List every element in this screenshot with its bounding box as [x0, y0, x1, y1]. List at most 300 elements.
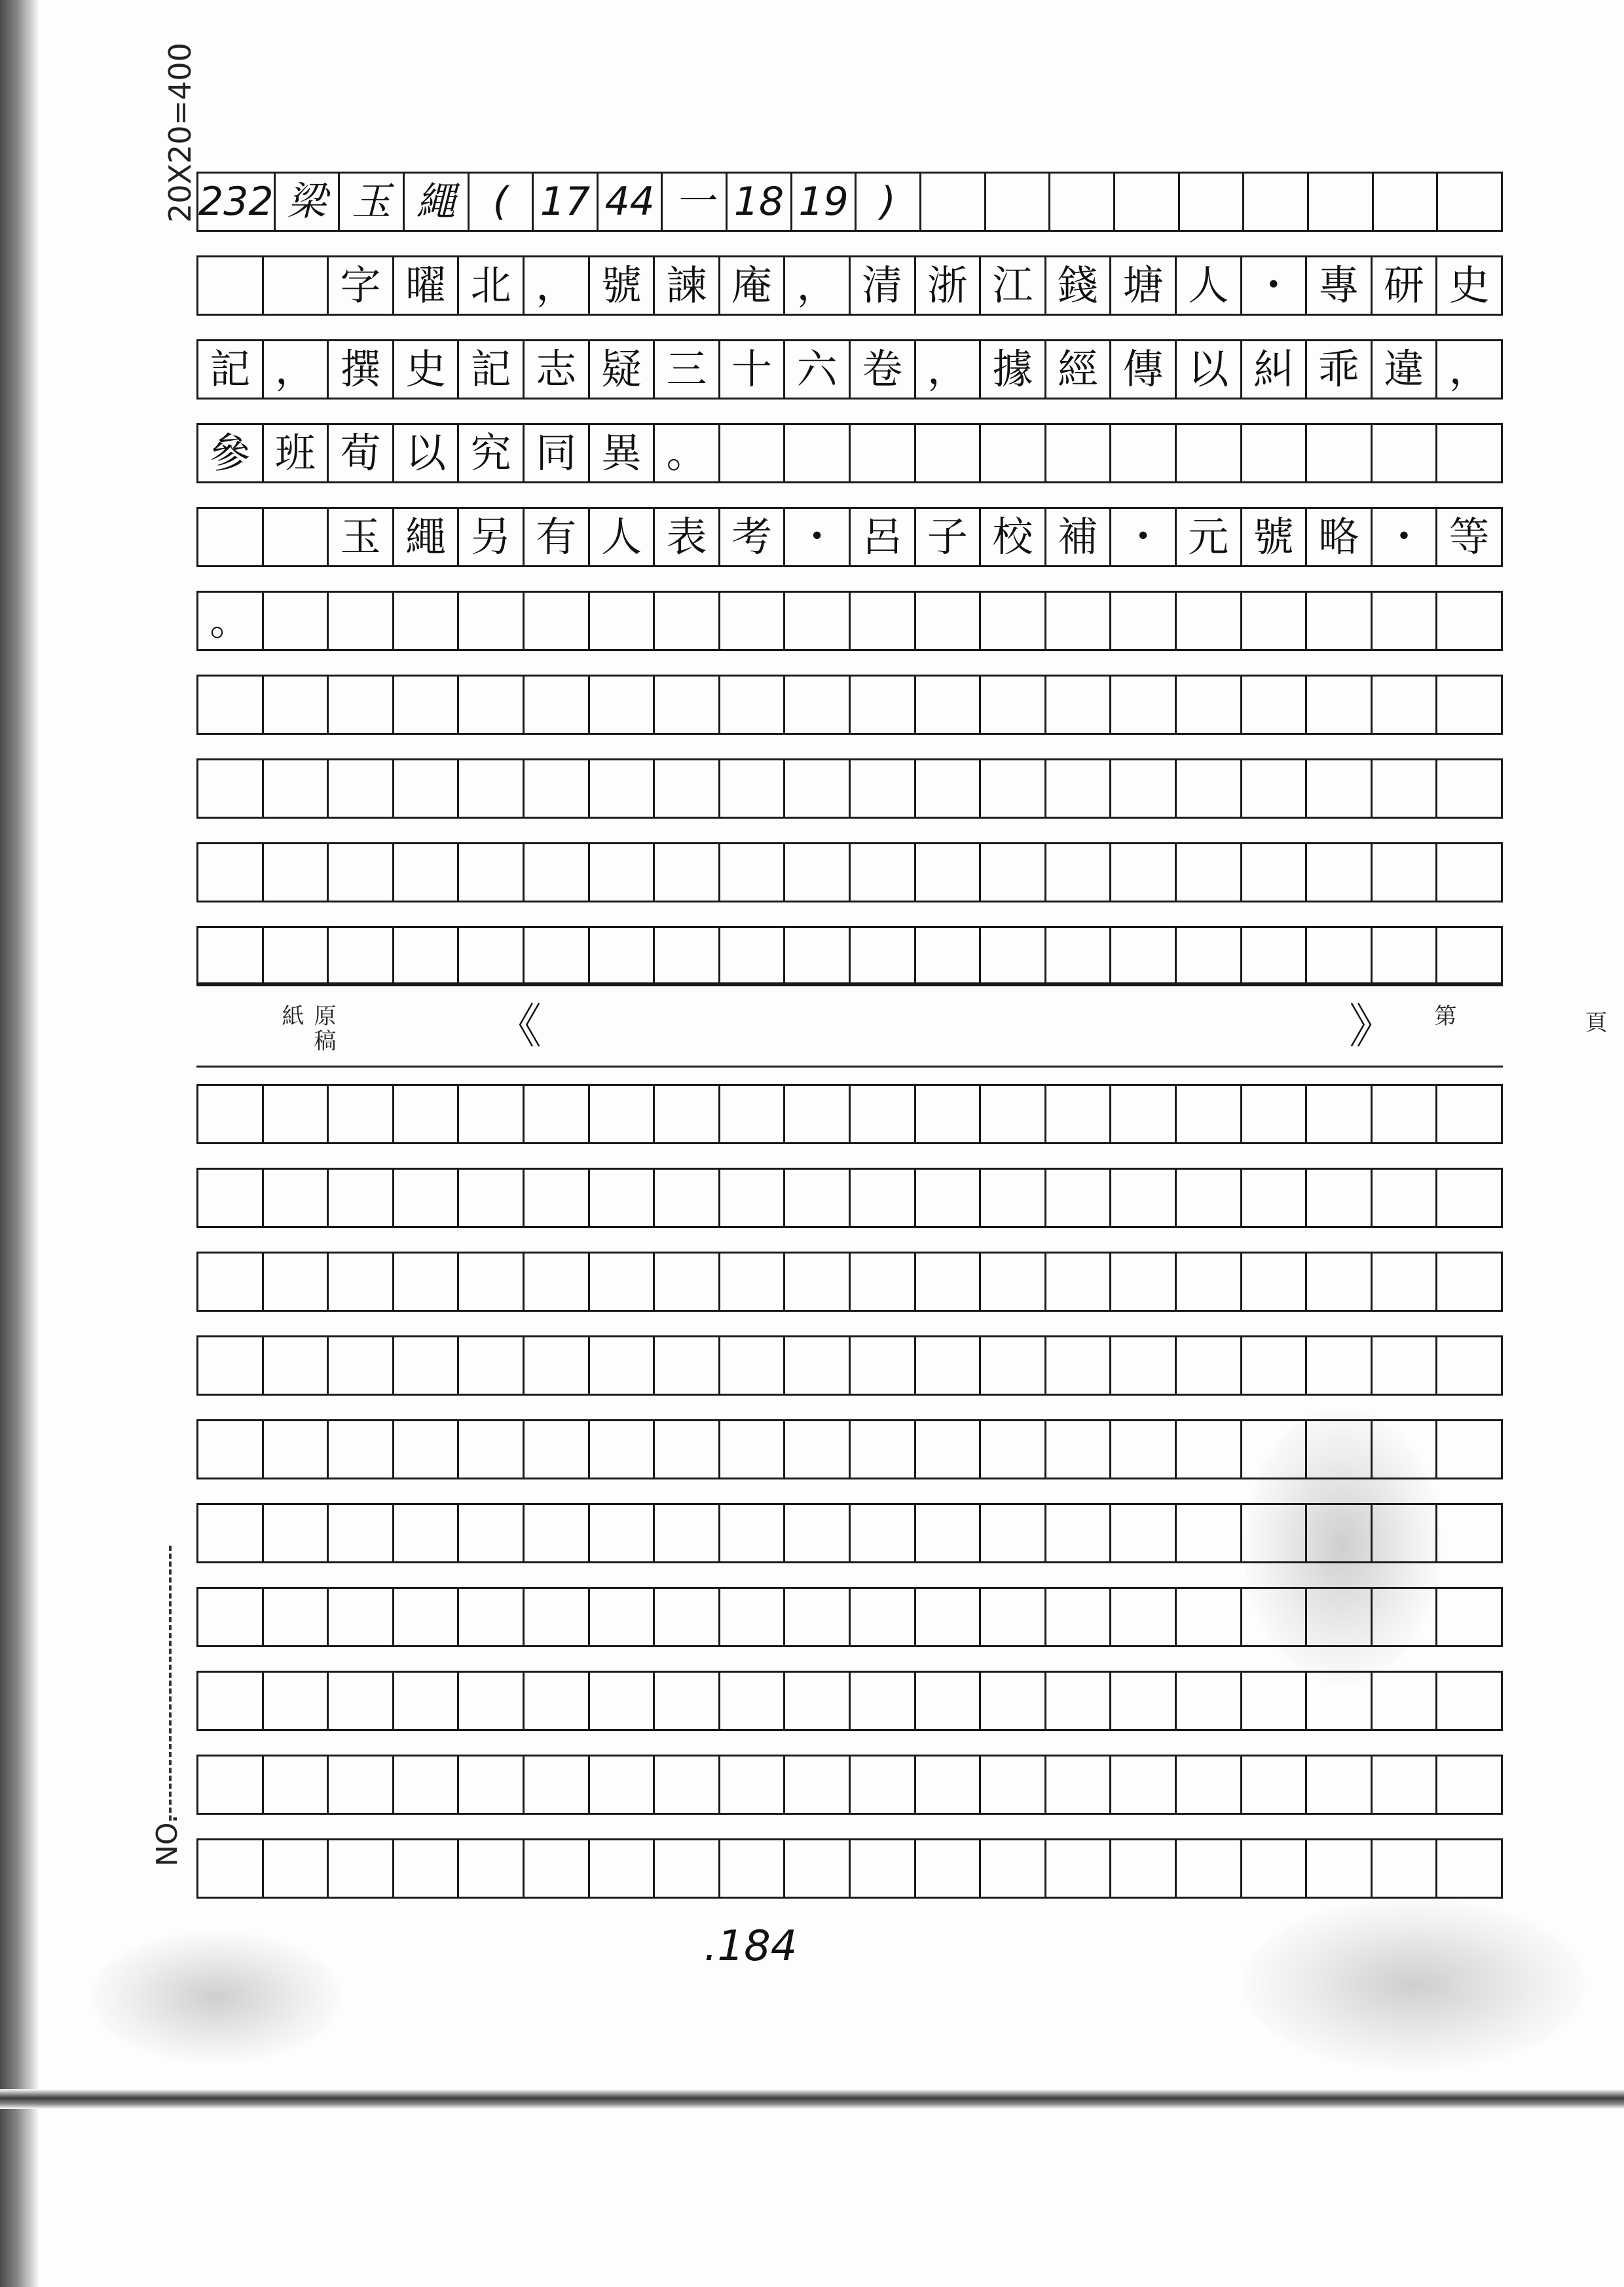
grid-row — [196, 172, 1503, 232]
grid-cell — [1109, 1505, 1175, 1561]
grid-cell: 人 — [588, 509, 654, 565]
grid-cell — [653, 1421, 718, 1478]
grid-cell — [457, 760, 523, 817]
grid-cell — [1305, 1673, 1371, 1729]
grid-cell — [783, 1589, 849, 1645]
grid-cell — [979, 1086, 1044, 1142]
grid-cell: 參 — [196, 425, 262, 481]
grid-cell — [1240, 593, 1306, 649]
grid-cell: 荀 — [327, 425, 392, 481]
grid-cell — [588, 1505, 654, 1561]
grid-cell — [783, 1170, 849, 1226]
grid-cell — [984, 174, 1049, 230]
grid-cell — [1371, 593, 1436, 649]
grid-cell — [262, 1673, 327, 1729]
grid-cell — [1435, 928, 1503, 984]
grid-cell: 呂 — [849, 509, 914, 565]
grid-cell — [1435, 1170, 1503, 1226]
grid-cell — [196, 1421, 262, 1478]
grid-cell — [1044, 1840, 1110, 1897]
grid-cell — [327, 928, 392, 984]
grid-cell — [783, 1421, 849, 1478]
grid-cell — [653, 760, 718, 817]
grid-cell — [523, 1840, 588, 1897]
grid-cell — [1240, 760, 1306, 817]
grid-cell — [919, 174, 984, 230]
grid-row — [196, 1168, 1503, 1228]
grid-cell — [914, 1337, 980, 1394]
grid-cell — [979, 1589, 1044, 1645]
grid-cell — [914, 593, 980, 649]
grid-cell — [392, 1254, 458, 1310]
grid-cell — [1305, 593, 1371, 649]
grid-cell — [718, 1254, 784, 1310]
grid-cell — [1435, 593, 1503, 649]
grid-cell: 江 — [979, 257, 1044, 314]
grid-cell: 表 — [653, 509, 718, 565]
grid-cell — [914, 1421, 980, 1478]
grid-cell — [1175, 1337, 1240, 1394]
grid-cell — [457, 593, 523, 649]
grid-cell — [262, 1337, 327, 1394]
grid-cell — [1048, 174, 1113, 230]
grid-cell — [653, 844, 718, 901]
grid-cell: 三 — [653, 341, 718, 398]
grid-cell — [1109, 593, 1175, 649]
grid-cell — [979, 1757, 1044, 1813]
grid-cell — [979, 1840, 1044, 1897]
grid-cell: 繩 — [403, 174, 468, 230]
grid-cell: 疑 — [588, 341, 654, 398]
grid-cell — [979, 1170, 1044, 1226]
grid-cell — [457, 1337, 523, 1394]
grid-cell — [392, 1505, 458, 1561]
grid-cell — [588, 1840, 654, 1897]
grid-cell — [1435, 425, 1503, 481]
grid-cell: 記 — [196, 341, 262, 398]
grid-cell — [196, 1840, 262, 1897]
grid-cell — [262, 509, 327, 565]
grid-cell — [1371, 844, 1436, 901]
grid-cell — [1109, 760, 1175, 817]
grid-cell — [1113, 174, 1178, 230]
grid-cell — [523, 1337, 588, 1394]
grid-cell — [849, 1421, 914, 1478]
grid-cell — [1175, 677, 1240, 733]
grid-cell — [327, 677, 392, 733]
paper-type-label: 原稿紙 — [278, 1004, 336, 1054]
grid-cell — [1240, 1589, 1306, 1645]
grid-cell: 研 — [1371, 257, 1436, 314]
grid-cell — [914, 1589, 980, 1645]
grid-cell — [1240, 1086, 1306, 1142]
grid-cell: ， — [783, 257, 849, 314]
grid-cell — [523, 677, 588, 733]
grid-cell: ) — [855, 174, 919, 230]
grid-cell — [1175, 1505, 1240, 1561]
grid-cell — [327, 1421, 392, 1478]
grid-cell — [457, 1589, 523, 1645]
grid-cell — [783, 1505, 849, 1561]
grid-cell — [783, 593, 849, 649]
grid-cell — [1175, 1086, 1240, 1142]
grid-row — [196, 675, 1503, 735]
grid-cell — [523, 1589, 588, 1645]
grid-row — [196, 1419, 1503, 1479]
grid-cell — [1044, 1170, 1110, 1226]
grid-cell — [718, 928, 784, 984]
grid-cell — [327, 1840, 392, 1897]
grid-cell: 曜 — [392, 257, 458, 314]
grid-cell: 史 — [1435, 257, 1503, 314]
grid-cell — [327, 844, 392, 901]
grid-cell — [1305, 677, 1371, 733]
grid-cell — [588, 1254, 654, 1310]
grid-cell: 史 — [392, 341, 458, 398]
grid-cell — [523, 1673, 588, 1729]
grid-cell — [457, 1757, 523, 1813]
grid-cell — [392, 593, 458, 649]
grid-cell: 以 — [392, 425, 458, 481]
grid-cell — [849, 1505, 914, 1561]
grid-cell — [849, 1840, 914, 1897]
grid-cell — [1435, 844, 1503, 901]
grid-cell: 乖 — [1305, 341, 1371, 398]
grid-cell: ， — [914, 341, 980, 398]
grid-cell — [523, 844, 588, 901]
grid-cell — [653, 1673, 718, 1729]
grid-cell — [262, 677, 327, 733]
grid-cell — [392, 1170, 458, 1226]
grid-cell: 塘 — [1109, 257, 1175, 314]
grid-cell — [914, 425, 980, 481]
grid-cell — [196, 1589, 262, 1645]
grid-cell: 以 — [1175, 341, 1240, 398]
grid-cell: 子 — [914, 509, 980, 565]
grid-cell: 專 — [1305, 257, 1371, 314]
page-label-suffix: 頁 — [1581, 1011, 1607, 1035]
grid-cell — [196, 1505, 262, 1561]
grid-cell — [1044, 760, 1110, 817]
grid-cell — [588, 1421, 654, 1478]
grid-cell: 糾 — [1240, 341, 1306, 398]
grid-cell — [1044, 1505, 1110, 1561]
grid-cell: 繩 — [392, 509, 458, 565]
grid-cell — [523, 1086, 588, 1142]
grid-cell — [196, 1757, 262, 1813]
grid-cell — [457, 844, 523, 901]
grid-cell: ( — [468, 174, 532, 230]
grid-cell — [588, 844, 654, 901]
grid-cell — [1436, 174, 1503, 230]
grid-cell — [1240, 1840, 1306, 1897]
grid-cell — [1044, 425, 1110, 481]
grid-cell — [1435, 1589, 1503, 1645]
grid-cell: 玉 — [338, 174, 403, 230]
grid-cell — [588, 928, 654, 984]
grid-cell — [1175, 928, 1240, 984]
grid-cell: 傳 — [1109, 341, 1175, 398]
grid-cell — [1044, 1757, 1110, 1813]
grid-cell — [1240, 677, 1306, 733]
grid-cell: 浙 — [914, 257, 980, 314]
grid-cell — [1109, 1589, 1175, 1645]
grid-cell: 號 — [1240, 509, 1306, 565]
grid-cell — [1175, 425, 1240, 481]
scan-smudge — [1244, 1899, 1585, 2070]
grid-cell — [1175, 760, 1240, 817]
grid-cell — [1109, 928, 1175, 984]
grid-cell — [1044, 928, 1110, 984]
grid-cell — [849, 1086, 914, 1142]
grid-cell — [1305, 1421, 1371, 1478]
grid-cell — [1240, 1170, 1306, 1226]
grid-cell — [457, 1421, 523, 1478]
grid-cell — [718, 1421, 784, 1478]
grid-cell — [392, 844, 458, 901]
grid-cell — [196, 1673, 262, 1729]
grid-cell — [523, 1254, 588, 1310]
grid-cell — [1240, 1505, 1306, 1561]
grid-cell — [783, 1337, 849, 1394]
grid-cell: ・ — [1109, 509, 1175, 565]
grid-cell — [1044, 1086, 1110, 1142]
grid-cell — [783, 425, 849, 481]
grid-cell — [1240, 1337, 1306, 1394]
grid-cell — [849, 1589, 914, 1645]
grid-cell — [457, 1086, 523, 1142]
grid-cell — [1044, 1589, 1110, 1645]
grid-cell — [262, 844, 327, 901]
grid-cell — [1305, 1840, 1371, 1897]
grid-cell — [653, 928, 718, 984]
grid-cell — [914, 928, 980, 984]
grid-cell — [1044, 844, 1110, 901]
grid-cell: 庵 — [718, 257, 784, 314]
grid-cell — [914, 1840, 980, 1897]
grid-cell: 校 — [979, 509, 1044, 565]
grid-cell — [262, 593, 327, 649]
grid-cell: ・ — [1371, 509, 1436, 565]
grid-cell — [653, 1757, 718, 1813]
grid-cell — [196, 1254, 262, 1310]
grid-cell — [262, 1757, 327, 1813]
grid-cell — [457, 1840, 523, 1897]
page-number: .184 — [704, 1922, 798, 1971]
grid-cell: 號 — [588, 257, 654, 314]
number-label: NO. — [151, 1814, 184, 1867]
grid-cell — [392, 928, 458, 984]
grid-cell — [1307, 174, 1372, 230]
grid-cell — [588, 1673, 654, 1729]
grid-cell — [783, 760, 849, 817]
grid-cell: 44 — [597, 174, 661, 230]
grid-cell — [457, 1673, 523, 1729]
grid-cell — [262, 760, 327, 817]
grid-cell — [849, 593, 914, 649]
grid-cell — [392, 1421, 458, 1478]
grid-cell: 記 — [457, 341, 523, 398]
grid-cell — [262, 1254, 327, 1310]
grid-cell: 清 — [849, 257, 914, 314]
grid-cell — [1175, 1170, 1240, 1226]
manuscript-header-band — [196, 982, 1607, 1068]
grid-cell — [979, 593, 1044, 649]
grid-cell — [1175, 844, 1240, 901]
grid-cell: 梁 — [274, 174, 339, 230]
grid-cell — [1371, 1840, 1436, 1897]
grid-cell — [457, 1254, 523, 1310]
grid-cell: 據 — [979, 341, 1044, 398]
grid-cell — [1435, 1254, 1503, 1310]
grid-cell — [783, 677, 849, 733]
grid-cell — [718, 760, 784, 817]
grid-cell: 北 — [457, 257, 523, 314]
grid-cell — [1242, 174, 1307, 230]
grid-cell: 元 — [1175, 509, 1240, 565]
grid-cell: 另 — [457, 509, 523, 565]
grid-cell: 十 — [718, 341, 784, 398]
grid-cell — [979, 1673, 1044, 1729]
grid-cell — [1044, 1254, 1110, 1310]
grid-cell: 違 — [1371, 341, 1436, 398]
grid-cell — [196, 1170, 262, 1226]
grid-cell — [262, 1589, 327, 1645]
grid-cell — [1109, 1337, 1175, 1394]
grid-cell — [653, 677, 718, 733]
grid-cell — [718, 593, 784, 649]
grid-cell — [1305, 1170, 1371, 1226]
grid-cell — [327, 1170, 392, 1226]
grid-cell — [1372, 174, 1437, 230]
grid-cell: 一 — [661, 174, 726, 230]
grid-cell — [588, 1337, 654, 1394]
grid-cell: 異 — [588, 425, 654, 481]
grid-cell — [849, 760, 914, 817]
grid-cell: 232 — [196, 174, 274, 230]
grid-cell — [1109, 1421, 1175, 1478]
scan-shadow-bottom — [0, 2089, 1624, 2109]
grid-cell — [523, 593, 588, 649]
grid-cell — [392, 1840, 458, 1897]
grid-row — [196, 1587, 1503, 1647]
grid-cell — [653, 1840, 718, 1897]
grid-cell — [196, 928, 262, 984]
grid-cell — [1240, 1757, 1306, 1813]
grid-cell — [914, 1170, 980, 1226]
number-line — [169, 1546, 172, 1821]
grid-cell — [979, 928, 1044, 984]
grid-cell — [327, 1673, 392, 1729]
grid-cell — [653, 1254, 718, 1310]
grid-cell: ， — [262, 341, 327, 398]
grid-cell — [1435, 1757, 1503, 1813]
grid-cell — [1371, 1757, 1436, 1813]
grid-cell: 略 — [1305, 509, 1371, 565]
grid-cell — [523, 928, 588, 984]
grid-cell: ， — [1435, 341, 1503, 398]
grid-row — [196, 339, 1503, 400]
title-close-bracket: 》 — [1349, 999, 1397, 1054]
grid-cell — [327, 1589, 392, 1645]
grid-cell — [457, 928, 523, 984]
grid-cell — [1305, 425, 1371, 481]
grid-cell: 玉 — [327, 509, 392, 565]
grid-cell — [914, 760, 980, 817]
grid-cell — [327, 1505, 392, 1561]
grid-cell — [1109, 1840, 1175, 1897]
grid-cell — [653, 1505, 718, 1561]
grid-cell — [588, 1589, 654, 1645]
grid-cell: 。 — [196, 593, 262, 649]
grid-cell — [327, 760, 392, 817]
grid-cell — [718, 1170, 784, 1226]
grid-row — [196, 1755, 1503, 1815]
grid-cell — [1371, 1337, 1436, 1394]
grid-cell: 錢 — [1044, 257, 1110, 314]
grid-cell: 。 — [653, 425, 718, 481]
grid-cell — [262, 1840, 327, 1897]
grid-cell — [914, 1673, 980, 1729]
grid-cell — [783, 1840, 849, 1897]
grid-cell — [718, 1337, 784, 1394]
grid-cell — [979, 760, 1044, 817]
grid-cell — [653, 1086, 718, 1142]
grid-cell — [1435, 760, 1503, 817]
grid-cell — [1305, 844, 1371, 901]
grid-cell — [979, 1421, 1044, 1478]
grid-cell: 六 — [783, 341, 849, 398]
grid-cell — [196, 257, 262, 314]
grid-cell — [1175, 1589, 1240, 1645]
grid-cell — [1371, 1421, 1436, 1478]
grid-cell: 字 — [327, 257, 392, 314]
grid-cell — [653, 593, 718, 649]
grid-cell — [1109, 425, 1175, 481]
grid-cell — [588, 677, 654, 733]
grid-cell — [196, 677, 262, 733]
grid-cell — [1435, 1673, 1503, 1729]
grid-cell — [1175, 1254, 1240, 1310]
grid-cell — [1175, 1840, 1240, 1897]
grid-cell — [653, 1337, 718, 1394]
grid-row — [196, 423, 1503, 483]
grid-cell — [1371, 928, 1436, 984]
grid-cell: ， — [523, 257, 588, 314]
grid-cell — [262, 1170, 327, 1226]
grid-row — [196, 1084, 1503, 1144]
grid-cell — [783, 1673, 849, 1729]
grid-cell: 班 — [262, 425, 327, 481]
grid-cell — [327, 1337, 392, 1394]
scan-smudge — [92, 1932, 341, 2063]
grid-cell — [196, 760, 262, 817]
grid-cell — [1371, 1505, 1436, 1561]
grid-cell — [327, 593, 392, 649]
grid-cell — [718, 1589, 784, 1645]
grid-cell — [979, 1254, 1044, 1310]
grid-cell — [1240, 1673, 1306, 1729]
grid-cell — [1044, 1337, 1110, 1394]
grid-cell — [849, 1757, 914, 1813]
grid-cell — [523, 1757, 588, 1813]
grid-cell — [1109, 1170, 1175, 1226]
grid-cell: 17 — [532, 174, 597, 230]
grid-cell — [392, 677, 458, 733]
grid-cell — [262, 257, 327, 314]
grid-cell: ・ — [783, 509, 849, 565]
grid-cell — [1435, 1421, 1503, 1478]
